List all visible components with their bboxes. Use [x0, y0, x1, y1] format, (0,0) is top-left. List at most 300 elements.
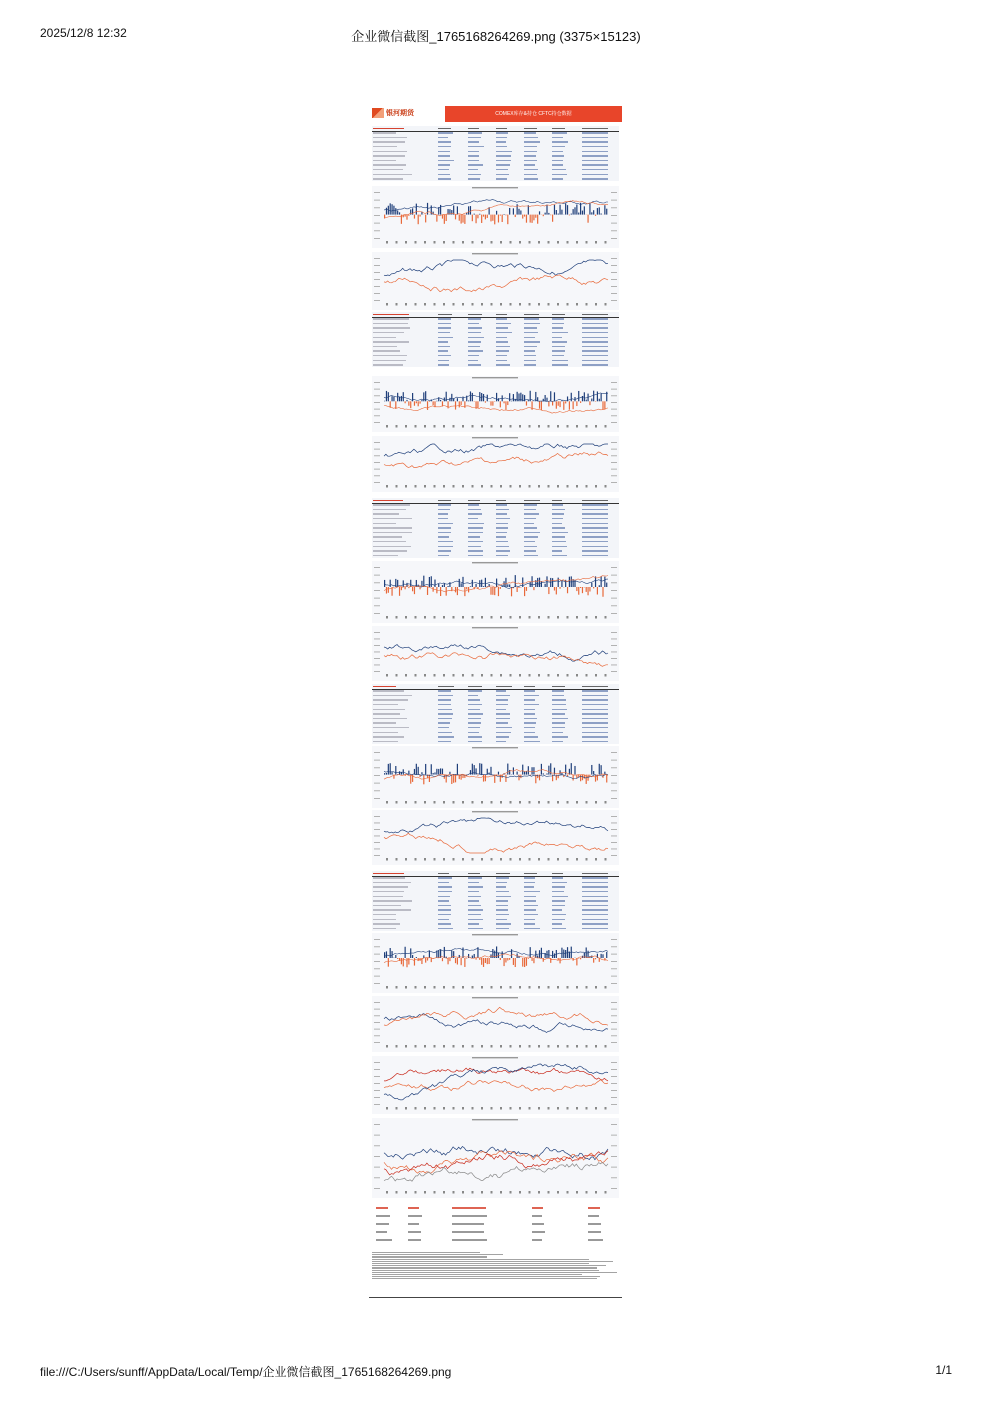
table-cell-placeholder [438, 364, 449, 365]
bar-mark [582, 396, 583, 401]
bar-mark [390, 763, 391, 774]
summary-row [372, 1236, 619, 1244]
y2-tick-placeholder [611, 455, 617, 456]
table-cell-placeholder [373, 727, 409, 728]
bar-mark [561, 948, 562, 958]
y-tick-placeholder [374, 983, 380, 984]
x-tick-placeholder [519, 1107, 521, 1110]
bar-mark [561, 210, 562, 215]
table-cell-placeholder [468, 686, 482, 687]
x-tick-placeholder [462, 425, 464, 428]
y2-tick-placeholder [611, 836, 617, 837]
table-cell-placeholder [552, 718, 568, 719]
table-cell-placeholder [524, 550, 536, 551]
y-tick-placeholder [374, 192, 380, 193]
y-tick-placeholder [374, 760, 380, 761]
y-tick-placeholder [374, 605, 380, 606]
x-tick-placeholder [491, 425, 493, 428]
bar-mark [526, 215, 527, 223]
table-cell-placeholder [373, 523, 396, 524]
y2-tick-placeholder [611, 939, 617, 940]
bar-mark [543, 773, 544, 774]
x-tick-placeholder [386, 986, 388, 989]
table-cell-placeholder [582, 877, 608, 878]
y-tick-placeholder [374, 1145, 380, 1146]
bar-mark [565, 203, 566, 214]
y2-tick-placeholder [611, 976, 617, 977]
x-tick-placeholder [605, 303, 607, 306]
y2-tick-placeholder [611, 590, 617, 591]
bar-mark [455, 401, 456, 409]
chart-panel [372, 996, 619, 1052]
table-cell-placeholder [438, 555, 449, 556]
y-tick-placeholder [374, 1029, 380, 1030]
bar-mark [492, 587, 493, 595]
bar-mark [494, 215, 495, 225]
bar-mark [528, 400, 529, 401]
table-cell-placeholder [524, 364, 536, 365]
x-tick-placeholder [500, 241, 502, 244]
bar-mark [462, 577, 463, 587]
table-cell-placeholder [524, 174, 537, 175]
bar-mark [595, 775, 596, 782]
table-cell-placeholder [552, 160, 563, 161]
x-tick-placeholder [548, 1045, 550, 1048]
table-cell-placeholder [496, 504, 507, 505]
table-cell-placeholder [582, 928, 608, 929]
x-tick-placeholder [472, 1107, 474, 1110]
table-cell-placeholder [524, 314, 539, 315]
table-cell-placeholder [552, 905, 565, 906]
bar-mark [591, 765, 592, 775]
table-cell-placeholder [438, 314, 452, 315]
chart-panel [372, 810, 619, 865]
y-tick-placeholder [374, 613, 380, 614]
table-cell-placeholder [373, 360, 406, 361]
table-cell-placeholder [438, 886, 452, 887]
bar-mark [487, 958, 488, 964]
x-tick-placeholder [557, 616, 559, 619]
bar-mark [405, 401, 406, 403]
series-line [384, 818, 608, 833]
table-cell-placeholder [496, 151, 512, 152]
table-cell-placeholder [496, 146, 507, 147]
chart-panel [372, 1056, 619, 1114]
bar-mark [604, 205, 605, 214]
x-tick-placeholder [529, 1107, 531, 1110]
series-line [384, 260, 608, 276]
x-tick-placeholder [510, 986, 512, 989]
table-cell-placeholder [438, 518, 448, 519]
table-cell-placeholder [552, 364, 568, 365]
table-cell-placeholder [524, 536, 538, 537]
x-tick-placeholder [548, 241, 550, 244]
x-tick-placeholder [548, 858, 550, 861]
bar-mark [548, 587, 549, 594]
bar-mark [548, 950, 549, 958]
bar-mark [395, 955, 396, 958]
bar-mark [578, 587, 579, 595]
bar-mark [571, 763, 572, 774]
table-cell-placeholder [438, 169, 449, 170]
y2-tick-placeholder [611, 575, 617, 576]
bar-mark [586, 400, 587, 402]
summary-cell-placeholder [408, 1215, 422, 1216]
bar-mark [388, 958, 389, 967]
y2-tick-placeholder [611, 983, 617, 984]
table-cell-placeholder [468, 914, 481, 915]
bar-mark [408, 587, 409, 588]
bar-mark [515, 215, 516, 217]
x-tick-placeholder [519, 485, 521, 488]
bar-mark [408, 401, 409, 405]
table-cell-placeholder [552, 882, 567, 883]
table-cell-placeholder [582, 900, 608, 901]
table-cell-placeholder [373, 713, 400, 714]
table-cell-placeholder [496, 905, 508, 906]
x-tick-placeholder [462, 986, 464, 989]
table-cell-placeholder [438, 132, 453, 133]
bar-mark [492, 949, 493, 958]
chart-panel [372, 376, 619, 432]
bar-mark [399, 212, 400, 214]
table-cell-placeholder [373, 873, 404, 874]
x-tick-placeholder [443, 801, 445, 804]
chart-panel [372, 436, 619, 492]
bar-mark [500, 958, 501, 960]
table-cell-placeholder [468, 923, 479, 924]
y2-tick-placeholder [611, 639, 617, 640]
table-cell-placeholder [496, 509, 509, 510]
bar-mark [582, 211, 583, 215]
bar-mark [414, 215, 415, 219]
table-cell-placeholder [552, 355, 564, 356]
y2-tick-placeholder [611, 961, 617, 962]
bar-mark [546, 205, 547, 215]
bar-mark [470, 206, 471, 215]
bar-mark [395, 208, 396, 214]
x-tick-placeholder [510, 858, 512, 861]
y-tick-placeholder [374, 402, 380, 403]
y-tick-placeholder [374, 238, 380, 239]
table-cell-placeholder [373, 732, 398, 733]
x-tick-placeholder [386, 1191, 388, 1194]
summary-table [372, 1204, 619, 1248]
document-page [369, 106, 622, 1298]
bar-mark [447, 958, 448, 964]
series-line [384, 1064, 608, 1100]
x-tick-placeholder [424, 241, 426, 244]
bar-mark [427, 587, 428, 595]
bar-mark [591, 212, 592, 214]
bar-mark [606, 952, 607, 958]
bar-mark [419, 587, 420, 589]
y-tick-placeholder [374, 258, 380, 259]
bar-mark [509, 958, 510, 960]
y2-tick-placeholder [611, 415, 617, 416]
x-tick-placeholder [405, 425, 407, 428]
bar-mark [425, 958, 426, 963]
bar-mark [561, 581, 562, 587]
y2-tick-placeholder [611, 1009, 617, 1010]
bar-mark [423, 392, 424, 401]
bar-mark [406, 958, 407, 967]
table-cell-placeholder [438, 332, 450, 333]
table-cell-placeholder [496, 536, 506, 537]
table-cell-placeholder [438, 905, 451, 906]
table-cell-placeholder [582, 337, 608, 338]
x-tick-placeholder [538, 1045, 540, 1048]
x-tick-placeholder [453, 674, 455, 677]
table-cell-placeholder [524, 346, 537, 347]
bar-mark [552, 401, 553, 405]
table-cell-placeholder [552, 360, 568, 361]
table-cell-placeholder [582, 178, 608, 179]
bar-mark [599, 399, 600, 402]
y2-tick-placeholder [611, 1083, 617, 1084]
x-tick-placeholder [510, 1107, 512, 1110]
bar-mark [533, 215, 534, 221]
chart-panel [372, 933, 619, 993]
table-cell-placeholder [582, 527, 608, 528]
y-tick-placeholder [374, 482, 380, 483]
table-cell-placeholder [552, 550, 562, 551]
summary-cell-placeholder [376, 1231, 387, 1232]
table-cell-placeholder [496, 709, 506, 710]
table-cell-placeholder [468, 341, 481, 342]
bar-mark [453, 951, 454, 958]
series-line [384, 405, 608, 413]
x-tick-placeholder [576, 1045, 578, 1048]
logo-icon [372, 108, 384, 118]
x-tick-placeholder [519, 986, 521, 989]
y2-tick-placeholder [611, 767, 617, 768]
summary-cell-placeholder [588, 1223, 601, 1224]
table-cell-placeholder [468, 532, 483, 533]
table-cell-placeholder [496, 882, 507, 883]
x-tick-placeholder [424, 303, 426, 306]
bar-mark [494, 587, 495, 595]
table-cell-placeholder [468, 509, 481, 510]
table-cell-placeholder [496, 695, 510, 696]
bar-mark [601, 765, 602, 774]
table-cell-placeholder [373, 686, 396, 687]
y2-tick-placeholder [611, 816, 617, 817]
table-cell-placeholder [582, 504, 608, 505]
footnote-line-placeholder [372, 1278, 597, 1279]
x-tick-placeholder [595, 425, 597, 428]
table-cell-placeholder [496, 886, 506, 887]
bar-mark [401, 396, 402, 401]
y2-tick-placeholder [611, 968, 617, 969]
y-tick-placeholder [374, 849, 380, 850]
bar-mark [574, 580, 575, 587]
bar-mark [507, 215, 508, 225]
table-cell-placeholder [438, 337, 453, 338]
bar-mark [584, 392, 585, 401]
series-line [384, 653, 608, 667]
table-cell-placeholder [468, 736, 482, 737]
y-tick-placeholder [374, 939, 380, 940]
y2-tick-placeholder [611, 605, 617, 606]
y2-tick-placeholder [611, 613, 617, 614]
bar-mark [548, 213, 549, 215]
table-cell-placeholder [582, 699, 608, 700]
y-tick-placeholder [374, 1135, 380, 1136]
bar-mark [546, 398, 547, 402]
x-tick-placeholder [415, 303, 417, 306]
y2-tick-placeholder [611, 645, 617, 646]
bar-mark [526, 401, 527, 405]
x-tick-placeholder [443, 303, 445, 306]
bar-mark [483, 586, 484, 587]
table-cell-placeholder [468, 527, 483, 528]
footnote-line-placeholder [372, 1274, 582, 1275]
bar-mark [574, 766, 575, 775]
bar-mark [451, 775, 452, 784]
table-cell-placeholder [524, 318, 539, 319]
bar-mark [517, 772, 518, 775]
bar-mark [436, 401, 437, 402]
x-tick-placeholder [529, 801, 531, 804]
x-tick-placeholder [586, 801, 588, 804]
x-tick-placeholder [481, 485, 483, 488]
table-cell-placeholder [438, 695, 453, 696]
y-tick-placeholder [374, 767, 380, 768]
table-cell-placeholder [468, 704, 482, 705]
x-tick-placeholder [462, 485, 464, 488]
bar-mark [576, 587, 577, 591]
table-cell-placeholder [468, 504, 479, 505]
table-cell-placeholder [373, 532, 412, 533]
bar-mark [388, 764, 389, 775]
bar-mark [541, 764, 542, 775]
bar-mark [427, 401, 428, 410]
table-cell-placeholder [438, 736, 454, 737]
bar-mark [406, 400, 407, 401]
bar-mark [397, 210, 398, 214]
y-tick-placeholder [374, 1022, 380, 1023]
table-cell-placeholder [468, 732, 479, 733]
table-cell-placeholder [438, 914, 451, 915]
table-cell-placeholder [582, 318, 608, 319]
y2-tick-placeholder [611, 1029, 617, 1030]
table-cell-placeholder [468, 169, 478, 170]
table-cell-placeholder [438, 155, 450, 156]
bar-mark [384, 215, 385, 219]
x-tick-placeholder [462, 801, 464, 804]
table-cell-placeholder [468, 518, 478, 519]
y-tick-placeholder [374, 265, 380, 266]
y2-tick-placeholder [611, 1097, 617, 1098]
bar-mark [576, 401, 577, 406]
chart-svg [372, 933, 619, 993]
bar-mark [485, 775, 486, 782]
bar-mark [442, 958, 443, 961]
table-cell-placeholder [468, 909, 483, 910]
table-cell-placeholder [438, 151, 450, 152]
x-tick-placeholder [434, 801, 436, 804]
bar-mark [457, 587, 458, 595]
table-cell-placeholder [552, 704, 566, 705]
y2-tick-placeholder [611, 760, 617, 761]
bottom-rule [369, 1297, 622, 1298]
x-tick-placeholder [576, 1191, 578, 1194]
y-tick-placeholder [374, 409, 380, 410]
bar-mark [500, 215, 501, 216]
y2-tick-placeholder [611, 279, 617, 280]
x-tick-placeholder [557, 986, 559, 989]
y2-tick-placeholder [611, 207, 617, 208]
bar-mark [507, 958, 508, 960]
table-cell-placeholder [468, 327, 482, 328]
summary-cell-placeholder [532, 1207, 543, 1208]
x-tick-placeholder [491, 303, 493, 306]
table-cell-placeholder [496, 128, 507, 129]
table-cell-placeholder [438, 732, 452, 733]
table-cell-placeholder [582, 155, 608, 156]
x-tick-placeholder [453, 616, 455, 619]
y2-tick-placeholder [611, 665, 617, 666]
bar-mark [485, 578, 486, 587]
table-cell-placeholder [468, 896, 481, 897]
bar-mark [447, 586, 448, 587]
bar-mark [459, 401, 460, 407]
bar-mark [416, 764, 417, 775]
summary-row [372, 1228, 619, 1236]
x-tick-placeholder [472, 858, 474, 861]
table-cell-placeholder [496, 314, 507, 315]
x-tick-placeholder [405, 485, 407, 488]
table-cell-placeholder [496, 699, 508, 700]
table-cell-placeholder [438, 536, 449, 537]
x-tick-placeholder [605, 674, 607, 677]
bar-mark [531, 958, 532, 961]
table-cell-placeholder [496, 341, 508, 342]
x-tick-placeholder [586, 986, 588, 989]
table-cell-placeholder [552, 732, 563, 733]
x-tick-placeholder [481, 303, 483, 306]
table-cell-placeholder [496, 727, 512, 728]
bar-mark [509, 208, 510, 215]
x-tick-placeholder [453, 485, 455, 488]
y-tick-placeholder [374, 449, 380, 450]
bar-mark [425, 764, 426, 775]
y-tick-placeholder [374, 645, 380, 646]
table-cell-placeholder [438, 360, 449, 361]
x-tick-placeholder [567, 616, 569, 619]
x-tick-placeholder [500, 674, 502, 677]
chart-title-placeholder [472, 377, 518, 378]
y-tick-placeholder [374, 1042, 380, 1043]
table-cell-placeholder [552, 314, 565, 315]
y2-tick-placeholder [611, 1104, 617, 1105]
bar-mark [589, 587, 590, 592]
chart-title-placeholder [472, 811, 518, 812]
y2-tick-placeholder [611, 409, 617, 410]
table-row [372, 177, 619, 182]
table-cell-placeholder [496, 360, 507, 361]
x-tick-placeholder [386, 241, 388, 244]
bar-mark [461, 401, 462, 405]
bar-mark [582, 587, 583, 593]
x-tick-placeholder [472, 616, 474, 619]
bar-mark [580, 587, 581, 588]
chart-svg [372, 1118, 619, 1198]
x-tick-placeholder [595, 858, 597, 861]
bar-mark [580, 203, 581, 215]
x-tick-placeholder [396, 1107, 398, 1110]
